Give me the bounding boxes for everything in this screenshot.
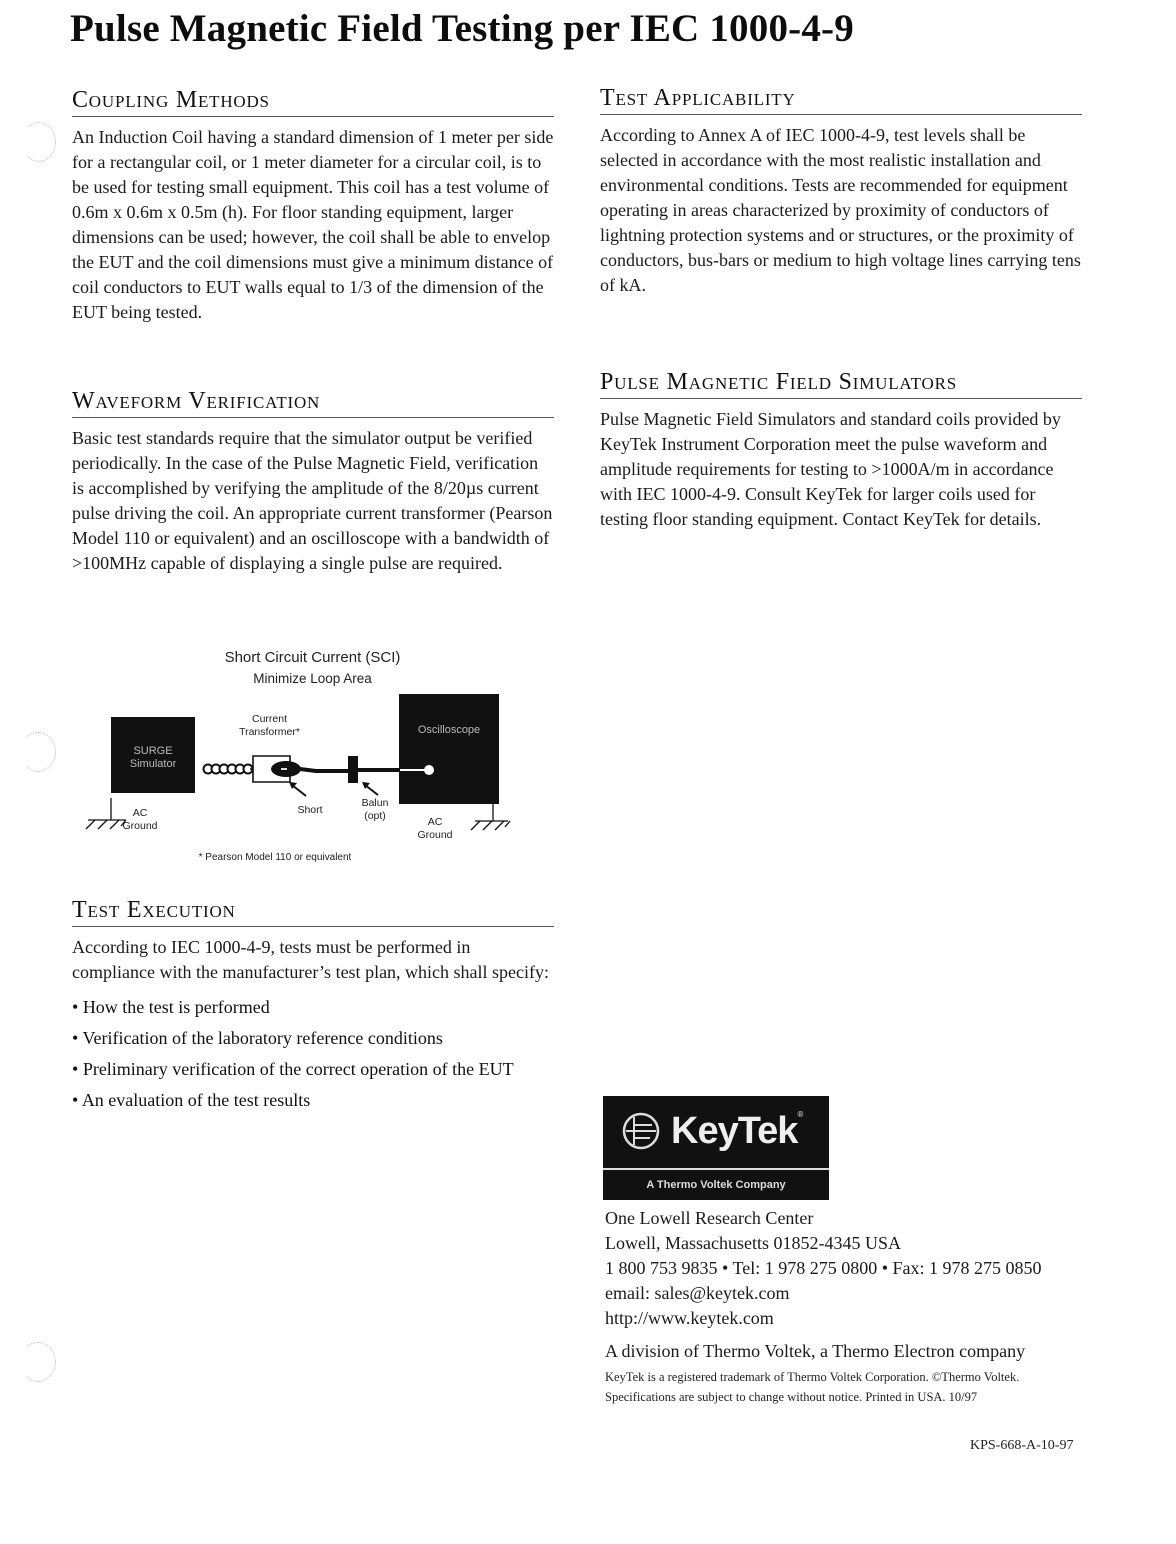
website-url: http://www.keytek.com [605,1308,774,1328]
logo-tagline: A Thermo Voltek Company [646,1179,786,1191]
ac-ground-right-label: AC Ground [417,816,453,841]
email-address: email: sales@keytek.com [605,1283,790,1303]
diagram-title: Short Circuit Current (SCI) [224,649,401,666]
address-line-1: One Lowell Research Center [605,1208,814,1228]
surge-label: SURGE [133,745,173,757]
phone-numbers: 1 800 753 9835 • Tel: 1 978 275 0800 • Fax: 1 978 275 0850 [605,1258,1042,1278]
scan-hole-artifact [22,122,56,162]
section-body: An Induction Coil having a standard dimension of 1 meter per side for a rectangular coil, or 1 meter diameter for a circular coil, is to be used for testing small equipment. This coil has a test volume of 0.6m x 0.6m x 0.5m (h). For floor standing equipment, larger dimensions can be used; however, the coil shall be able to envelop the EUT and the coil dimensions must give a minimum distance of coil conductors to EUT walls equal to 1/3 of the dimension of the EUT being tested. [72,127,554,322]
balun-label: Balun (opt) [361,797,389,822]
ac-ground-left-label: AC Ground [122,807,158,832]
section-heading: Test Applicability [600,84,1082,115]
trademark-notice: KeyTek is a registered trademark of Thermo Voltek Corporation. ©Thermo Voltek. [605,1370,1020,1384]
address-line-2: Lowell, Massachusetts 01852-4345 USA [605,1233,901,1253]
oscilloscope-box [399,694,499,804]
section-heading: Coupling Methods [72,86,554,117]
contact-block [605,1206,1085,1331]
list-item: • An evaluation of the test results [72,1088,554,1113]
section-heading: Pulse Magnetic Field Simulators [600,368,1082,399]
simulator-label: Simulator [129,758,177,770]
keytek-wordmark: KeyTek® [671,1109,803,1152]
scan-hole-artifact [20,1342,56,1382]
fine-print [605,1367,1019,1407]
sci-test-setup-diagram [80,645,520,870]
section-body: Basic test standards require that the simulator output be verified periodically. In the case of the Pulse Magnetic Field, verification is accomplished by verifying the amplitude of the 8/20µs current pulse driving the coil. An appropriate current transformer (Pearson Model 110 or equivalent) and an oscilloscope with a bandwidth of >100MHz capable of displaying a single pulse are required. [72,428,553,573]
short-label: Short [297,804,323,816]
oscilloscope-label: Oscilloscope [417,724,481,736]
section-test-execution [72,896,554,1119]
section-body: Pulse Magnetic Field Simulators and standard coils provided by KeyTek Instrument Corporation meet the pulse waveform and amplitude requirements for testing to >1000A/m in accordance with IEC 1000-4-9. Consult KeyTek for larger coils used for testing floor standing equipment. Contact KeyTek for details. [600,409,1061,529]
requirements-list [72,995,554,1113]
section-body: According to IEC 1000-4-9, tests must be performed in compliance with the manufacturer’s test plan, which shall specify: [72,937,550,982]
diagram-subtitle: Minimize Loop Area [253,671,372,686]
keytek-globe-icon [621,1111,661,1151]
section-heading: Waveform Verification [72,387,554,418]
list-item: • Preliminary verification of the correct operation of the EUT [72,1057,554,1082]
scan-hole-artifact [20,732,56,772]
section-pulse-magnetic-field-simulators [600,368,1082,532]
diagram-footnote: * Pearson Model 110 or equivalent [198,852,352,863]
current-transformer-label: Current Transformer* [239,713,300,738]
list-item: • How the test is performed [72,995,554,1020]
section-waveform-verification [72,387,554,576]
logo-divider [603,1168,829,1170]
specifications-notice: Specifications are subject to change without notice. Printed in USA. 10/97 [605,1390,978,1404]
page-title: Pulse Magnetic Field Testing per IEC 1000-4-9 [70,7,854,50]
section-coupling-methods [72,86,554,325]
keytek-logo [603,1096,829,1200]
section-body: According to Annex A of IEC 1000-4-9, test levels shall be selected in accordance with the most realistic installation and environmental conditions. Tests are recommended for equipment operating in areas characterized by proximity of conductors of lightning protection systems and or structures, or the proximity of conductors, bus-bars or medium to high voltage lines carrying tens of kA. [600,125,1081,295]
section-heading: Test Execution [72,896,554,927]
section-test-applicability [600,84,1082,298]
list-item: • Verification of the laboratory reference conditions [72,1026,554,1051]
document-number: KPS-668-A-10-97 [970,1438,1074,1453]
surge-simulator-box [111,717,195,793]
division-statement: A division of Thermo Voltek, a Thermo Electron company [605,1341,1026,1361]
